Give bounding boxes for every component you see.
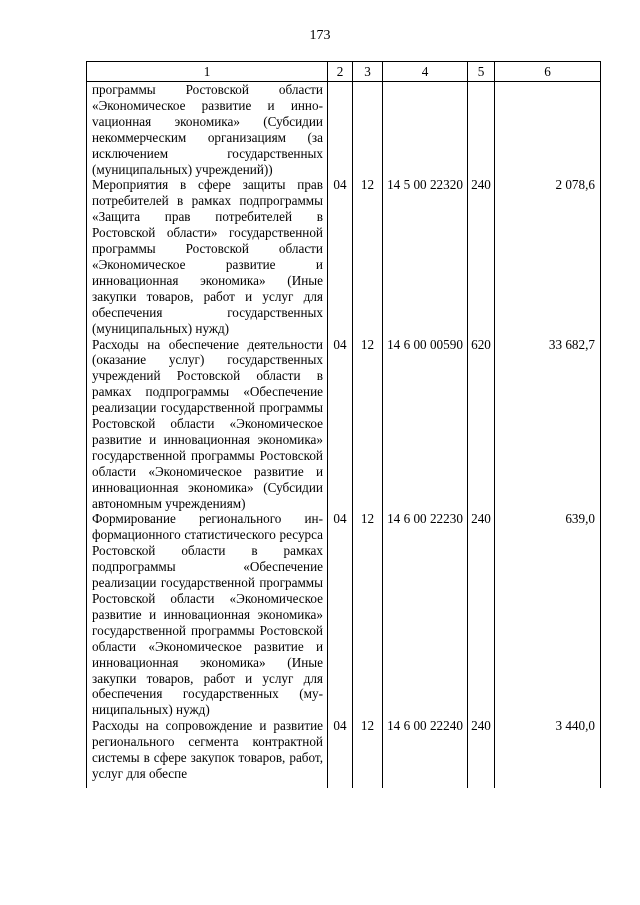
row-amount [495, 82, 601, 178]
column-header-4: 4 [383, 62, 468, 82]
row-section-code: 04 [328, 511, 353, 718]
column-header-3: 3 [353, 62, 383, 82]
row-subsection-code [353, 82, 383, 178]
row-subsection-code: 12 [353, 337, 383, 512]
row-expense-type: 620 [468, 337, 495, 512]
row-expense-type: 240 [468, 177, 495, 336]
row-section-code: 04 [328, 177, 353, 336]
row-section-code [328, 82, 353, 178]
row-subsection-code: 12 [353, 177, 383, 336]
table-row [87, 82, 601, 178]
row-expense-type: 240 [468, 511, 495, 718]
row-section-code: 04 [328, 337, 353, 512]
row-description: Мероприятия в сфере защиты прав потребителей в рамках подпрограммы «Защита прав потребителей в Ростовской области» государственной программы Ростовской области «Экономическое развитие и инновационная экономика» (Иные закупки товаров, работ и услуг для обеспечения государственных (муниципальных) нужд) [87, 177, 328, 336]
row-subsection-code: 12 [353, 718, 383, 788]
table-row [87, 177, 601, 336]
row-target-article: 14 6 00 22230 [383, 511, 468, 718]
row-section-code: 04 [328, 718, 353, 788]
row-target-article: 14 6 00 22240 [383, 718, 468, 788]
row-target-article: 14 6 00 00590 [383, 337, 468, 512]
row-amount: 33 682,7 [495, 337, 601, 512]
row-description: программы Ростовской области «Экономическое развитие и инноvационная экономика» (Субсидии некоммерческим организациям (за исключением государственных (муниципальных) учреждений)) [87, 82, 328, 178]
row-subsection-code: 12 [353, 511, 383, 718]
table-row [87, 718, 601, 788]
table-row [87, 511, 601, 718]
column-header-1: 1 [87, 62, 328, 82]
row-target-article [383, 82, 468, 178]
row-amount: 639,0 [495, 511, 601, 718]
column-header-2: 2 [328, 62, 353, 82]
column-header-6: 6 [495, 62, 601, 82]
column-header-5: 5 [468, 62, 495, 82]
row-description: Формирование регионального информационного статистического ресурса Ростовской области в рамках подпрограммы «Обеспечение реализации государственной программы Ростовской области «Экономическое развитие и инновационная экономика» государственной программы Ростовской области «Экономическое развитие и инновационная экономика» (Иные закупки товаров, работ и услуг для обеспечения государственных (муниципальных) нужд) [87, 511, 328, 718]
column-number-row [87, 62, 601, 82]
row-amount: 3 440,0 [495, 718, 601, 788]
row-expense-type [468, 82, 495, 178]
row-amount: 2 078,6 [495, 177, 601, 336]
table-row [87, 337, 601, 512]
row-expense-type: 240 [468, 718, 495, 788]
page-number: 173 [309, 28, 331, 43]
row-target-article: 14 5 00 22320 [383, 177, 468, 336]
budget-table [86, 61, 601, 788]
row-description: Расходы на сопровождение и развитие регионального сегмента контрактной системы в сфере закупок товаров, работ, услуг для обеспе [87, 718, 328, 788]
row-description: Расходы на обеспечение деятельности (оказание услуг) государственных учреждений Ростовской области в рамках подпрограммы «Обеспечение реализации государственной программы Ростовской области «Экономическое развитие и инновационная экономика» государственной программы Ростовской области «Экономическое развитие и инновационная экономика» (Субсидии автономным учреждениям) [87, 337, 328, 512]
